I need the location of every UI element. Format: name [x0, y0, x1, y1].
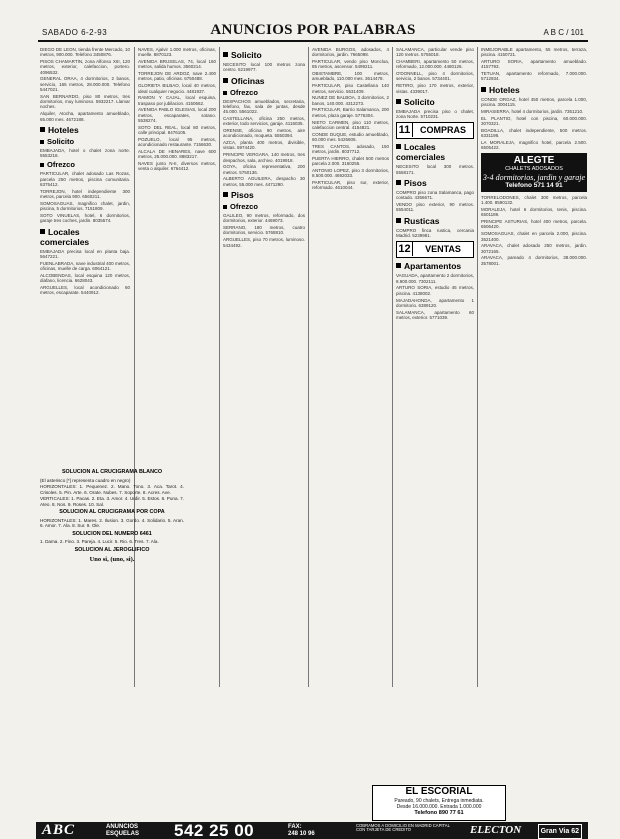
column-divider — [477, 47, 478, 687]
classified-ad: DESPACHOS amueblados, secretaria, telefono, fax, sala de juntas, desde 45.000. 5561022. — [223, 98, 305, 115]
classified-ad: TETUAN, apartamento reformado, 7.000.000. 5712934. — [481, 71, 587, 82]
ads-column-2 — [138, 47, 216, 813]
sponsor-brand: ELECTON — [470, 824, 522, 836]
classified-ad: COMPRO piso zona Salamanca, pago contado. 4356671. — [396, 190, 474, 201]
square-bullet-icon — [40, 140, 44, 144]
section-heading-pisos: Pisos — [396, 178, 474, 188]
subsection-heading: Ofrezco — [40, 160, 130, 169]
classified-ad: SOMOSAGUAS, magnifico chalet, jardin, piscina, 5 dormitorios. 7151809. — [40, 200, 130, 212]
classified-ad: SALAMANCA, apartamento 60 metros, exterior. 5771039. — [396, 309, 474, 320]
subsection-heading: Ofrezco — [223, 202, 305, 211]
classified-ad: POZUELO, local 95 metros, acondicionado restaurante. 7156630. — [138, 136, 216, 148]
abc-logo: ABC — [42, 822, 76, 838]
ad-phone: Telefono 890 77 61 — [414, 810, 464, 816]
classified-ad: NAVES junto N-II, diversos metros, venta o alquiler. 6764412. — [138, 161, 216, 172]
classified-ad: ARGUELLES, piso 70 metros, luminoso. 5434492. — [223, 237, 305, 248]
solution-title: SOLUCION DEL NUMERO 6461 — [72, 530, 152, 537]
square-bullet-icon — [223, 52, 228, 57]
square-bullet-icon — [40, 163, 44, 167]
section-number: 11 — [397, 123, 413, 137]
classified-ad: MORALEJA, hotel 6 dormitorios, tenis, piscina. 6501189. — [481, 207, 587, 218]
classified-ad: MAJADAHONDA, apartamento 1 dormitorio. 6389120. — [396, 297, 474, 308]
classified-ad: GALILEO, 90 metros, reformado, dos dormitorios, exterior. 4469073. — [223, 213, 305, 224]
classified-ad: AVENIDA BURGOS, adosados, 4 dormitorios, jardin. 7665098. — [312, 47, 389, 58]
solution-title: SOLUCION AL CRUCIGRAMA BLANCO — [61, 469, 163, 475]
square-bullet-icon — [396, 144, 401, 149]
classified-ad: PUERTA HIERRO, chalet 500 metros parcela 2.000. 3160255. — [312, 155, 389, 167]
ad-subheadline: CHALETS ADOSADOS — [505, 166, 563, 173]
classified-ad: ARTURO SORIA, apartamento amueblado. 4157793. — [481, 59, 587, 70]
classified-ad: PISOS CHAMARTIN, zona Alfonso XIII, 120 metros, exterior, calefaccion, portero. 4096532. — [40, 59, 130, 75]
footer-label — [106, 824, 139, 837]
solution-title: SOLUCION AL CRUCIGRAMA POR COPA — [59, 509, 165, 515]
classified-ad: AZCA, planta 400 metros, divisible, vistas. 5974420. — [223, 140, 305, 151]
classified-ad: ORENSE, oficina 90 metros, aire acondicionado, moqueta. 5550394. — [223, 128, 305, 139]
classified-ad: Alquiler, Atocha, apartamento amueblado, 65.000 mes. 4672188. — [40, 111, 130, 122]
solution-title: SOLUCION AL JEROGLIFICO — [74, 546, 150, 553]
classified-ad: EMBAJADA precisa local en planta baja. 5647221. — [40, 248, 130, 259]
classified-ad: MIRASIERRA, hotel 4 dormitorios, jardin. 7351210. — [481, 108, 584, 114]
solution-text: VERTICALES: 1. Pacas. 2. Eta. 3. Amor. 4. Urdir. 5. Estos. 6. Puna. 7. Ateo. 8. Nos. 9. Roses. 10. Sal. — [40, 496, 184, 507]
classified-ad: ANTONIO LOPEZ, piso 3 dormitorios, 8.500.000. 4692033. — [312, 167, 389, 179]
classified-ad: NIETO CARMEN, piso 110 metros, calefaccion central. 4154821. — [312, 119, 389, 130]
fax-number: 248 10 96 — [288, 830, 315, 837]
section-heading-hoteles: Hoteles — [40, 125, 130, 135]
classified-ad: NECESITO local 300 metros. 5558171. — [396, 164, 474, 175]
column-divider — [308, 47, 309, 687]
classified-ad: COMPRO finca rustica, cercania Madrid. 5239981. — [396, 227, 474, 239]
ad-line: Pareado, 90 chalets, Entrega inmediata. — [394, 798, 484, 804]
square-bullet-icon — [396, 180, 401, 185]
classified-ad: PARTICULAR, chalet adosado Las Rozas, parcela 250 metros, piscina comunitaria. 6375412. — [40, 171, 130, 188]
classified-ad: GLORIETA BILBAO, local 40 metros, ideal cualquier negocio. 4481937. — [138, 83, 216, 94]
ads-column-5 — [396, 47, 474, 781]
classified-ad: RETIRO, piso 170 metros, exterior, vistas. 4339017. — [396, 83, 474, 94]
classified-ad: NUNEZ DE BALBOA, 3 dormitorios, 2 banos, 140.000. 4312273. — [312, 95, 389, 106]
ads-column-1 — [40, 47, 130, 463]
classified-ad: AVENIDA BRUSELAS, 74, local 160 metros, salida humos. 3560214. — [138, 59, 216, 70]
classified-ad: CHAMBERI, apartamento 50 metros, reformado, 12.000.000. 4480126. — [396, 59, 474, 70]
footer-fax — [288, 824, 315, 837]
classified-ad: PARTICULAR, piso Castellana 140 metros, servicio. 5631409. — [312, 83, 389, 94]
classified-ad: ARAVACA, pareado 4 dormitorios, 38.000.000. 3578001. — [481, 255, 587, 266]
classified-ad: ARAVACA, chalet adosado 250 metros, jardin. 3072165. — [481, 243, 587, 254]
classified-ad: SERRANO, 180 metros, cuatro dormitorios, servicio. 5768810. — [223, 225, 305, 236]
section-heading-hoteles: Hoteles — [481, 85, 587, 95]
classified-ad: TORREJON, hotel independiente 300 metros, parcela 900. 6560211. — [40, 188, 130, 200]
ad-line: Desde 16.000.000. Entrada 1.000.000 — [396, 804, 482, 810]
footer-label-esquelas: ESQUELAS — [106, 830, 140, 837]
subsection-heading: Ofrezco — [223, 88, 305, 97]
classified-ad: LA MORALEJA, magnifico hotel, parcela 2.500. 6505422. — [481, 139, 587, 151]
alegte-display-ad — [481, 153, 587, 192]
square-bullet-icon — [223, 192, 228, 197]
classified-ad: TORREJON DE ARDOZ, nave 2.400 metros, patio, oficinas. 6750488. — [138, 71, 216, 82]
square-bullet-icon — [481, 87, 486, 92]
classified-ad: VAGUADA, apartamento 2 dormitorios, 8.900.000. 7302111. — [396, 273, 474, 284]
classified-ad: ALCOBENDAS, local esquina 120 metros, diafano, licencia. 6628043. — [40, 272, 130, 284]
solution-text: HORIZONTALES: 1. Pequenez. 2. Mano. Tono. 3. Aca. Tarot. 4. Crisoles. 5. Pin. Arte. 6. Orate. Nubes. 7. Soporte. 8. Acres. Ave. — [40, 484, 184, 495]
page-number: A B C / 101 — [543, 28, 584, 37]
classified-ad: VENDO piso exterior, 90 metros. 5554011. — [396, 202, 474, 213]
square-bullet-icon — [396, 218, 401, 223]
section-heading-oficinas: Oficinas — [223, 76, 305, 86]
classified-ad: AVENIDA PABLO IGLESIAS, local 200 metros, escaparates, sotano. 5538274. — [138, 107, 216, 124]
ad-headline: ALEGTE — [513, 155, 555, 167]
classified-ad: ALCALA DE HENARES, nave 600 metros, 25.000.000. 8883217. — [138, 149, 216, 160]
classified-ad: ARTURO SORIA, estudio 45 metros, piscina. 4138002. — [396, 285, 474, 296]
column-divider — [219, 47, 220, 687]
footer-note: COBRAMOS A DOMICILIO EN MADRID CAPITAL CON TARJETA DE CREDITO — [356, 822, 450, 833]
subsection-heading: Solicito — [40, 137, 130, 146]
classified-ad: TORRELODONES, chalet 300 metros, parcela 1.400. 8590132. — [481, 194, 587, 206]
ad-phone: Telefono 571 14 91 — [505, 181, 563, 189]
classified-ad: FUENLABRADA, nave industrial 400 metros, oficinas, muelle de carga. 6064121. — [40, 260, 130, 272]
classified-ad: PARTICULAR, piso sur, exterior, reformado. 4610044. — [312, 180, 389, 191]
section-heading-locales: Locales comerciales — [40, 226, 90, 247]
solution-text: 1. Dama. 2. Fino. 3. Pareja. 4. Lucir. 5. Rio. 6. Tres. 7. Ala. — [40, 539, 159, 544]
classified-ad: GENERAL ORAA, 4 dormitorios, 2 banos, servicio, 165 metros, 28.000.000. Telefono 5447021. — [40, 76, 130, 93]
classified-ad: BOADILLA, chalet independiente, 500 metros. 6331198. — [481, 127, 587, 139]
page-date: SABADO 6-2-93 — [42, 28, 108, 37]
section-heading-locales: Locales comerciales — [396, 142, 446, 163]
solution-text: HORIZONTALES: 1. Mares. 2. Ilusion. 3. Gordo. 4. Solidario. 5. Aran. 6. Amor. 7. Ala. 8. Sur. 9. Ole. — [40, 517, 184, 528]
square-bullet-icon — [223, 78, 228, 83]
footer-label-anuncios: ANUNCIOS — [106, 824, 139, 830]
section-number: 12 — [397, 242, 413, 256]
classified-ad: DIEGO DE LEON, tienda frente Mercado, 10 metros, 900.000. Telefono 3450876. — [40, 47, 130, 58]
section-heading-rusticas: Rusticas — [396, 216, 474, 226]
ad-description: 3-4 dormitorios, jardin y garaje — [482, 172, 586, 182]
classified-ad: OBISTAMBRE, 100 metros, amueblado, 110.000 mes. 3614478. — [312, 71, 389, 82]
ads-column-6 — [481, 47, 587, 813]
classified-ad: SOTO VINUELAS, hotel, 6 dormitorios, garaje tres coches, jardin. 8035574. — [40, 213, 130, 224]
classified-ad: ALBERTO AGUILERA, despacho 30 metros, 55.000 mes. 4471290. — [223, 176, 305, 187]
fax-label: FAX: — [288, 824, 302, 830]
classified-ad: SALAMANCA, particular vende piso 120 metros. 5755018. — [396, 47, 474, 58]
compras-section-banner — [396, 122, 474, 139]
section-heading-solicito: Solicito — [223, 50, 305, 60]
classified-ad: RAMON Y CAJAL, local esquina, traspaso por jubilacion. 4150662. — [138, 95, 216, 106]
square-bullet-icon — [396, 99, 401, 104]
classified-ad: PRINCIPE VERGARA, 140 metros, tres despachos, sala, archivo. 4019918. — [223, 152, 305, 163]
classified-ad: PRINCIPE ASTURIAS, hotel 400 metros, parcela. 6506420. — [481, 219, 587, 230]
sponsor-address: Gran Via 62 — [538, 824, 582, 839]
rebus-answer: Uno si, (uno, si). — [89, 556, 135, 563]
square-bullet-icon — [223, 91, 227, 95]
section-heading-pisos: Pisos — [223, 190, 305, 200]
ads-column-3 — [223, 47, 305, 813]
solution-note: (El asterisco [*] representa cuadro en negro) — [40, 477, 131, 483]
ventas-section-banner — [396, 241, 474, 258]
el-escorial-display-ad — [372, 785, 506, 821]
square-bullet-icon — [40, 229, 45, 234]
section-label: VENTAS — [425, 244, 461, 255]
square-bullet-icon — [396, 263, 401, 268]
page-header — [38, 20, 588, 42]
classified-ad: PARTICULAR, Barrio Salamanca, 200 metros, plaza garaje. 5776304. — [312, 107, 389, 118]
classified-ad: CONDE ORGAZ, hotel 450 metros, parcela 1.000, piscina. 3004115. — [481, 96, 587, 108]
square-bullet-icon — [223, 205, 227, 209]
column-divider — [392, 47, 393, 687]
classified-ad: GOYA, oficina representativa, 200 metros. 5750136. — [223, 164, 305, 175]
ad-headline: EL ESCORIAL — [405, 786, 473, 797]
classified-ad: O'DONNELL, piso 4 dormitorios, servicio, 2 banos. 5734401. — [396, 71, 474, 82]
square-bullet-icon — [40, 127, 45, 132]
classified-ad: EMBAJADA, hotel o chalet zona norte. 5553218. — [40, 147, 130, 159]
section-label: COMPRAS — [419, 125, 466, 136]
classified-ad: CASTELLANA, oficina 250 metros, exterior, todo servicios, garaje. 4116035. — [223, 115, 305, 127]
classified-ad: EL PLANTIO, hotel con piscina, 60.000.000. 3070321. — [481, 115, 587, 126]
classified-ad: TRES CANTOS, adosado, 150 metros, jardin. 8037712. — [312, 143, 389, 155]
classified-ad: SAN BERNARDO, piso 80 metros, tres dormitorios, muy luminoso. 5932217. Llamar noches. — [40, 93, 130, 110]
classified-ad: CONDE DUQUE, estudio amueblado, 60.000 mes. 5426605. — [312, 131, 389, 142]
footer-phone-number: 542 25 00 — [174, 821, 255, 839]
classified-ad: NECESITO local 100 metros zona centro. 5219977. — [223, 62, 305, 73]
footer-banner — [36, 822, 588, 839]
classified-ad: EMBAJADA precisa piso o chalet, zona Norte. 5710231. — [396, 108, 474, 120]
page-title: ANUNCIOS POR PALABRAS — [210, 22, 416, 38]
ads-column-4 — [312, 47, 389, 813]
classified-ad: SOMOSAGUAS, chalet en parcela 2.000, piscina. 3521400. — [481, 231, 587, 242]
section-heading-solicito: Solicito — [396, 97, 474, 107]
classified-ad: SOTO DEL REAL, local 80 metros, calle principal. 8476105. — [138, 124, 216, 136]
classified-ad: ARGUELLES, local acondicionado 60 metros, escaparate. 5440912. — [40, 284, 130, 296]
classified-ad: PARTICULAR, vendo piso Moncloa, 85 metros, ascensor. 5499211. — [312, 59, 389, 70]
section-heading-apartamentos: Apartamentos — [396, 261, 474, 271]
classified-ad: INMEJORABLE apartamento, 55 metros, terraza, piscina. 4150721. — [481, 47, 587, 58]
classified-ad: NAVES, Ajalvir 1.000 metros, oficinas, muelle. 8870123. — [138, 47, 216, 58]
